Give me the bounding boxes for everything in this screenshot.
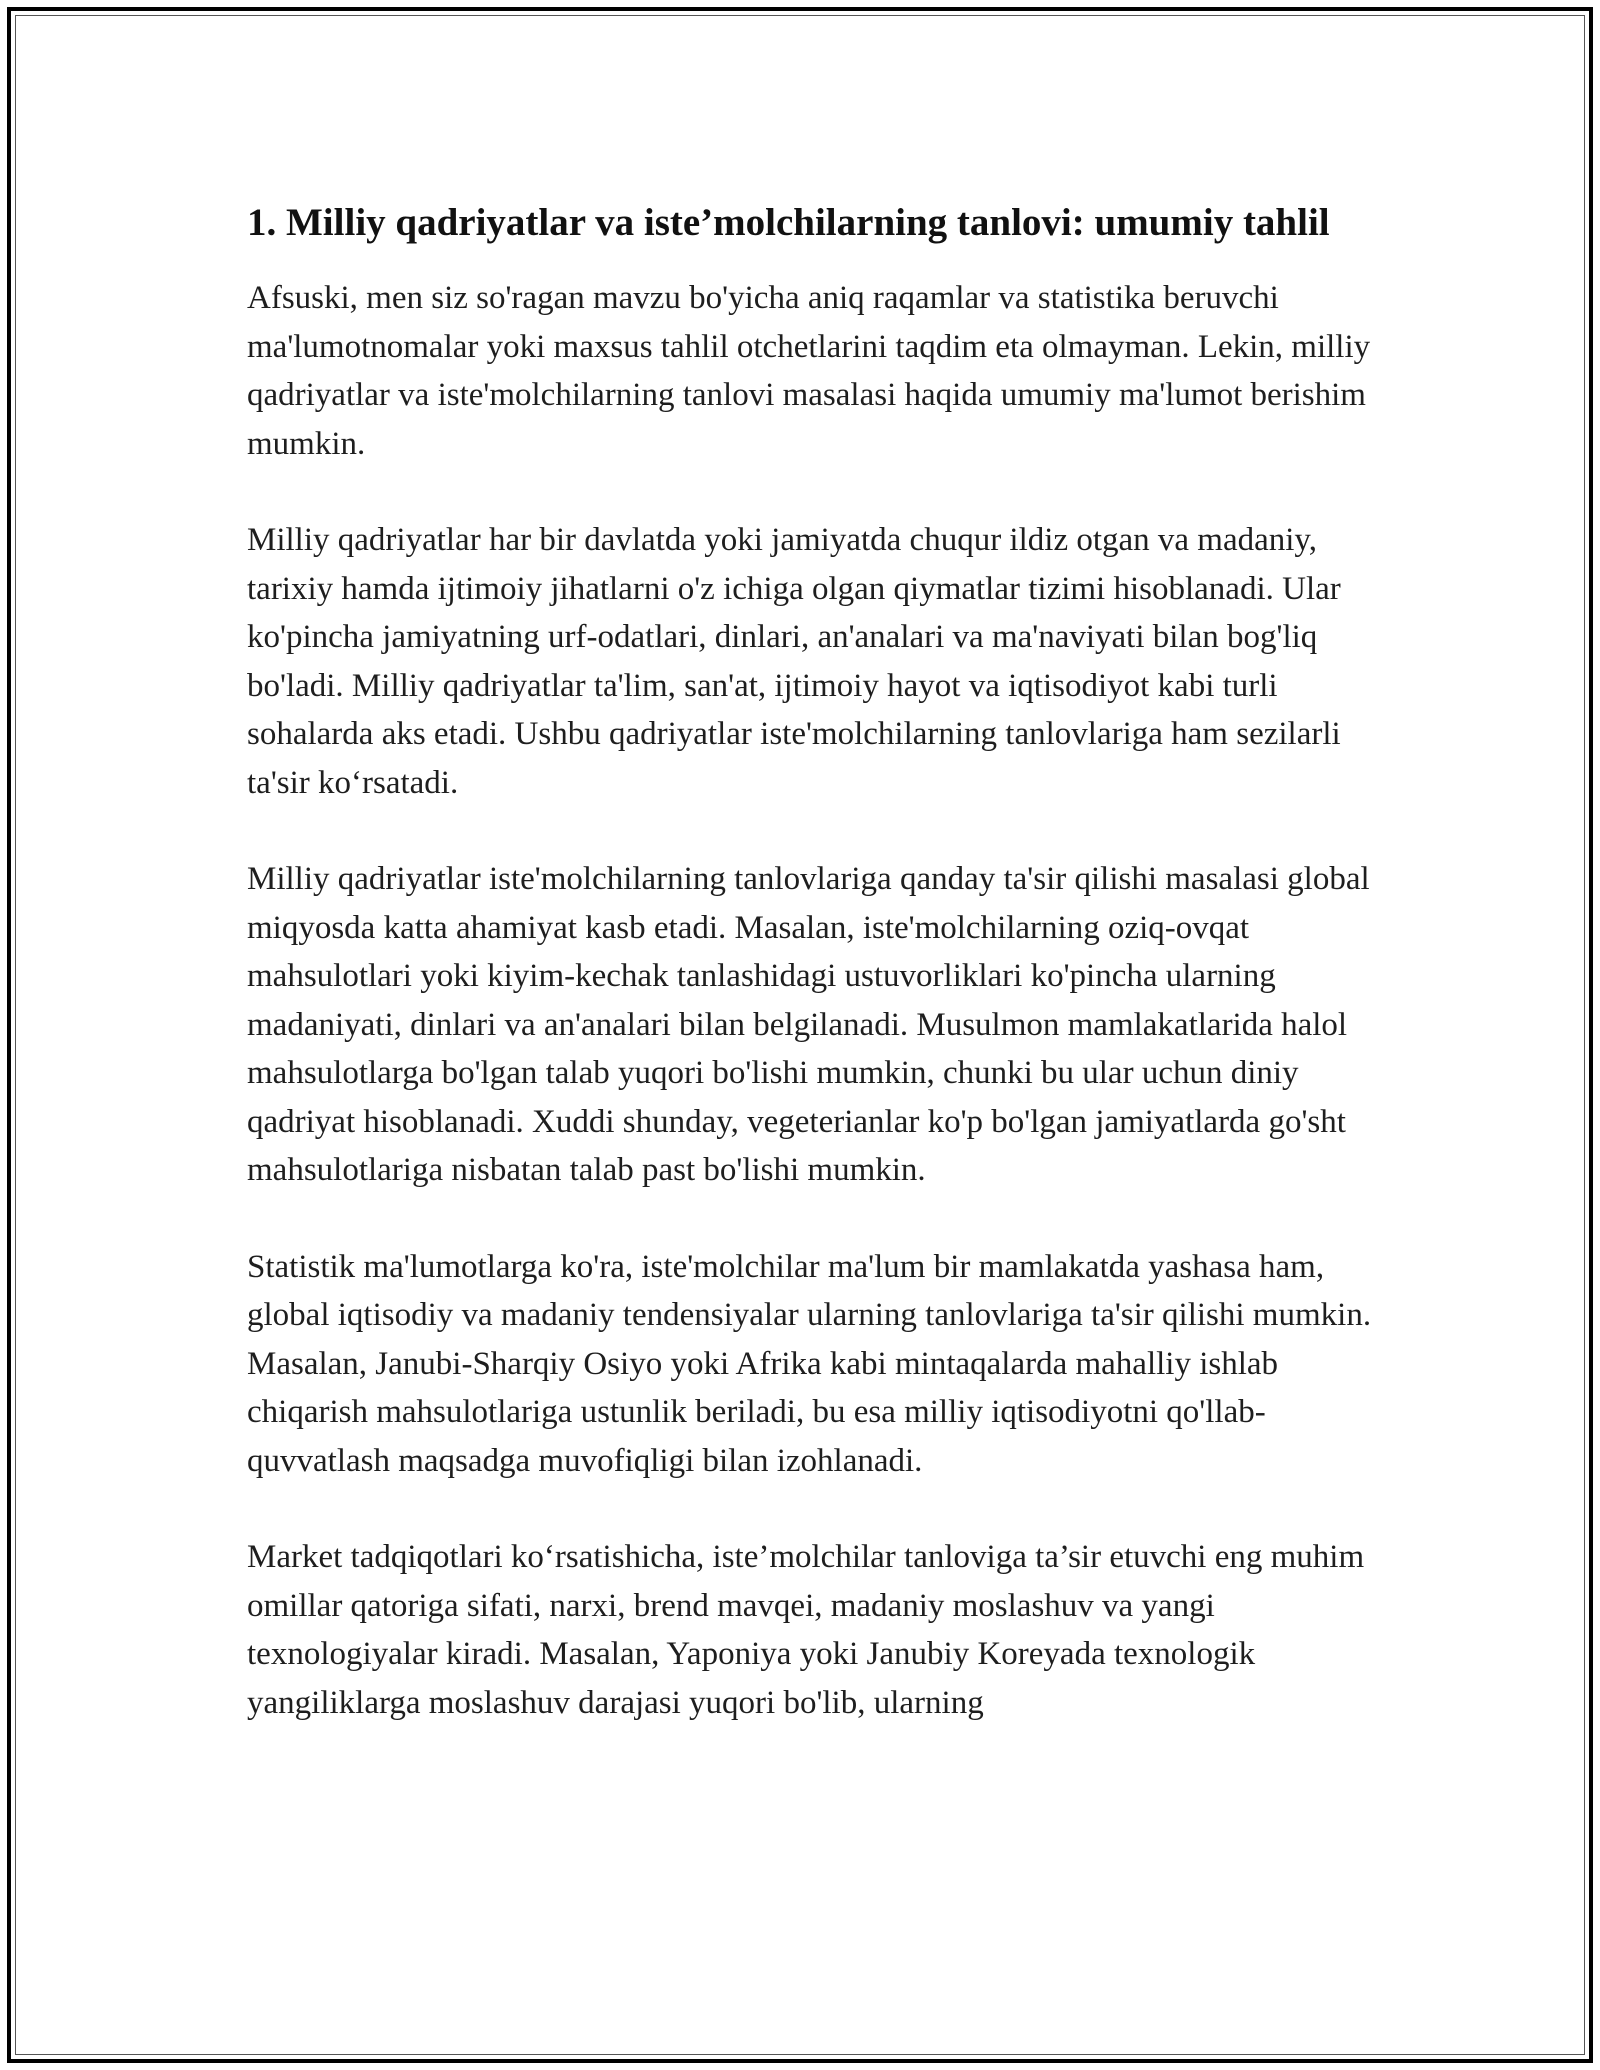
paragraph-4: Statistik ma'lumotlarga ko'ra, iste'molchilar ma'lum bir mamlakatda yashasa ham, global iqtisodiy va madaniy tendensiyalar ularning tanlovlariga ta'sir qilishi mumkin. Masalan, Janubi-Sharqiy Osiyo yoki Afrika kabi mintaqalarda mahalliy ishlab chiqarish mahsulotlariga ustunlik beriladi, bu esa milliy iqtisodiyotni qo'llab-quvvatlash maqsadga muvofiqligi bilan izohlanadi. [247, 1248, 1372, 1479]
paragraph-3: Milliy qadriyatlar iste'molchilarning tanlovlariga qanday ta'sir qilishi masalasi global miqyosda katta ahamiyat kasb etadi. Masalan, iste'molchilarning oziq-ovqat mahsulotlari yoki kiyim-kechak tanlashidagi ustuvorliklari ko'pincha ularning madaniyati, dinlari va an'analari bilan belgilanadi. Musulmon mamlakatlarida halol mahsulotlarga bo'lgan talab yuqori bo'lishi mumkin, chunki bu ular uchun diniy qadriyat hisoblanadi. Xuddi shunday, vegeterianlar ko'p bo'lgan jamiyatlarda go'sht mahsulotlariga nisbatan talab past bo'lishi mumkin. [247, 861, 1370, 1188]
paragraph-5: Market tadqiqotlari ko‘rsatishicha, iste’molchilar tanloviga ta’sir etuvchi eng muhim omillar qatoriga sifati, narxi, brend mavqei, madaniy moslashuv va yangi texnologiyalar kiradi. Masalan, Yaponiya yoki Janubiy Koreyada texnologik yangiliklarga moslashuv darajasi yuqori bo'lib, ularning [247, 1539, 1365, 1721]
document-body [247, 196, 1397, 1775]
section-heading: 1. Milliy qadriyatlar va iste’molchilarning tanlovi: umumiy tahlil [247, 201, 1330, 244]
paragraph-1: Afsuski, men siz so'ragan mavzu bo'yicha aniq raqamlar va statistika beruvchi ma'lumotnomalar yoki maxsus tahlil otchetlarini taqdim eta olmayman. Lekin, milliy qadriyatlar va iste'molchilarning tanlovi masalasi haqida umumiy ma'lumot berishim mumkin. [247, 280, 1371, 462]
paragraph-2: Milliy qadriyatlar har bir davlatda yoki jamiyatda chuqur ildiz otgan va madaniy, tarixiy hamda ijtimoiy jihatlarni o'z ichiga olgan qiymatlar tizimi hisoblanadi. Ular ko'pincha jamiyatning urf-odatlari, dinlari, an'analari va ma'naviyati bilan bog'liq bo'ladi. Milliy qadriyatlar ta'lim, san'at, ijtimoiy hayot va iqtisodiyot kabi turli sohalarda aks etadi. Ushbu qadriyatlar iste'molchilarning tanlovlariga ham sezilarli ta'sir ko‘rsatadi. [247, 522, 1341, 801]
page-frame [7, 7, 1593, 2063]
